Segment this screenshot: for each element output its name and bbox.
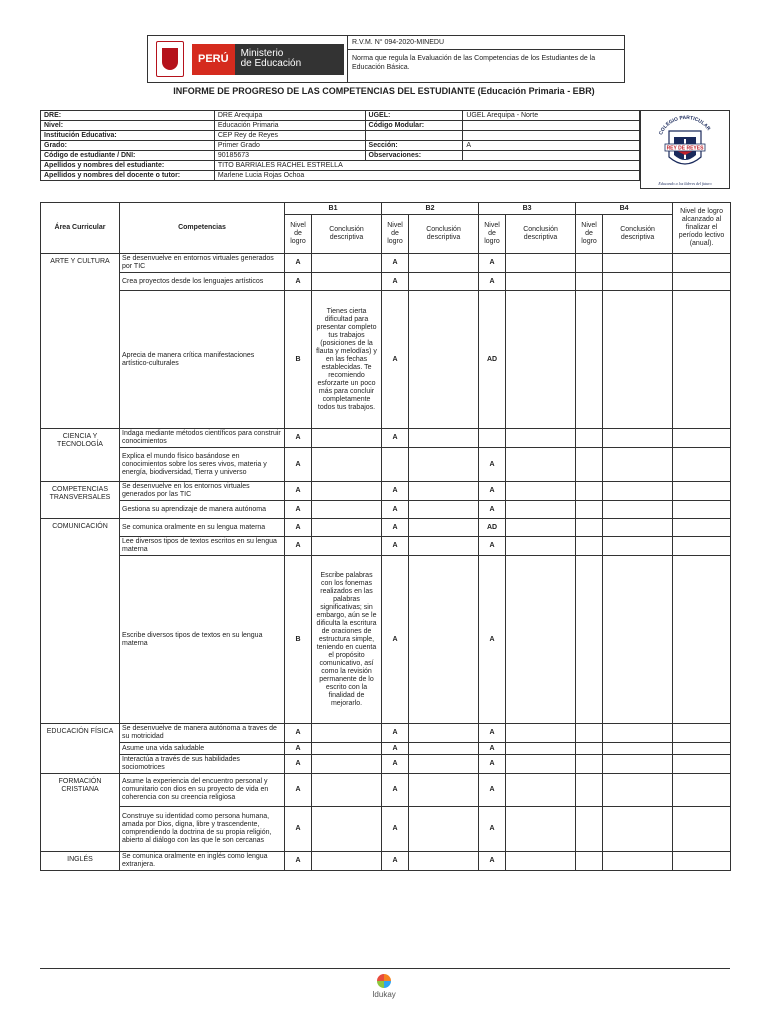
- b3-level-cell: A: [479, 254, 506, 273]
- b1-conclusion-cell: Tienes cierta dificultad para presentar completo tus trabajos (posiciones de la flauta y melodías) y en las fechas establecidas. Te recomiendo esforzarte un poco más para concluir completamente todos tus trabajos.: [312, 291, 382, 429]
- b3-conclusion-cell: [506, 852, 576, 871]
- final-level-cell: [673, 537, 731, 556]
- b3-conclusion-cell: [506, 774, 576, 807]
- seccion-value: A: [463, 141, 640, 151]
- table-row: [41, 448, 731, 482]
- b2-level-cell: A: [382, 724, 409, 743]
- b3-conclusion-cell: [506, 254, 576, 273]
- rvm-text: R.V.M. N° 094-2020-MINEDU: [348, 36, 624, 50]
- school-crest-icon: [641, 111, 729, 188]
- ministry-label: Ministerio de Educación: [235, 44, 344, 75]
- nivel-value: Educación Primaria: [214, 121, 365, 131]
- observaciones-label: Observaciones:: [365, 151, 463, 161]
- b1-level-cell: A: [285, 807, 312, 852]
- b4-conclusion-cell: [603, 807, 673, 852]
- b2-conclusion-cell: [409, 807, 479, 852]
- b3-conclusion-cell: [506, 755, 576, 774]
- b2-level-cell: A: [382, 501, 409, 519]
- competencies-table: [40, 202, 731, 871]
- final-level-cell: [673, 429, 731, 448]
- area-header: Área Curricular: [41, 203, 120, 254]
- b2-level-cell: A: [382, 755, 409, 774]
- b2-level-cell: A: [382, 291, 409, 429]
- b3-conclusion-cell: [506, 482, 576, 501]
- b1-conclusion-cell: [312, 852, 382, 871]
- b1-conclusion-cell: [312, 724, 382, 743]
- b2-level-cell: A: [382, 482, 409, 501]
- b4-conclusion-header: Conclusión descriptiva: [603, 215, 673, 254]
- b1-level-cell: A: [285, 537, 312, 556]
- competency-cell: Interactúa a través de sus habilidades sociomotrices: [120, 755, 285, 774]
- b4-conclusion-cell: [603, 556, 673, 724]
- area-cell: COMPETENCIAS TRANSVERSALES: [41, 482, 120, 519]
- table-row: [41, 807, 731, 852]
- final-level-cell: [673, 448, 731, 482]
- b2-level-cell: A: [382, 743, 409, 755]
- b4-conclusion-cell: [603, 254, 673, 273]
- footer-divider: [40, 968, 730, 969]
- final-level-header: Nivel de logro alcanzado al finalizar el período lectivo (anual).: [673, 203, 731, 254]
- student-info-table: [40, 110, 640, 181]
- b1-conclusion-cell: Escribe palabras con los fonemas realizados en las palabras significativas; sin embargo, aún se le dificulta la escritura de oraciones de estructura simple, teniendo en cuenta el propósito comunicativo, así como la revisión permanente de lo escrito con la finalidad de mejorarlo.: [312, 556, 382, 724]
- competency-cell: Crea proyectos desde los lenguajes artísticos: [120, 273, 285, 291]
- table-row: [41, 519, 731, 537]
- b3-conclusion-cell: [506, 724, 576, 743]
- report-title: INFORME DE PROGRESO DE LAS COMPETENCIAS DEL ESTUDIANTE (Educación Primaria - EBR): [173, 86, 595, 96]
- idukay-icon: [377, 974, 391, 988]
- b2-conclusion-cell: [409, 291, 479, 429]
- b4-level-cell: [576, 429, 603, 448]
- b3-level-cell: AD: [479, 519, 506, 537]
- b2-conclusion-cell: [409, 774, 479, 807]
- b4-conclusion-cell: [603, 429, 673, 448]
- b4-conclusion-cell: [603, 501, 673, 519]
- area-cell: INGLÉS: [41, 852, 120, 871]
- ugel-value: UGEL Arequipa - Norte: [463, 111, 640, 121]
- table-row: [41, 774, 731, 807]
- final-level-cell: [673, 807, 731, 852]
- b2-level-cell: A: [382, 807, 409, 852]
- b4-header: B4: [576, 203, 673, 215]
- b4-level-cell: [576, 501, 603, 519]
- b1-level-cell: A: [285, 482, 312, 501]
- b1-level-cell: A: [285, 519, 312, 537]
- b1-conclusion-cell: [312, 482, 382, 501]
- table-row: [41, 291, 731, 429]
- table-row: [41, 429, 731, 448]
- b3-level-cell: A: [479, 273, 506, 291]
- ugel-label: UGEL:: [365, 111, 463, 121]
- b2-conclusion-cell: [409, 537, 479, 556]
- school-logo: [640, 110, 730, 189]
- b3-conclusion-cell: [506, 556, 576, 724]
- grado-value: Primer Grado: [214, 141, 365, 151]
- b2-conclusion-cell: [409, 556, 479, 724]
- b2-header: B2: [382, 203, 479, 215]
- b3-level-cell: A: [479, 501, 506, 519]
- competency-cell: Lee diversos tipos de textos escritos en su lengua materna: [120, 537, 285, 556]
- b3-conclusion-cell: [506, 448, 576, 482]
- b4-conclusion-cell: [603, 755, 673, 774]
- competencias-header: Competencias: [120, 203, 285, 254]
- b4-conclusion-cell: [603, 743, 673, 755]
- school-banner-text: REY DE REYES: [666, 145, 704, 152]
- b3-conclusion-cell: [506, 429, 576, 448]
- minedu-logo: [148, 36, 348, 82]
- table-row: [41, 755, 731, 774]
- b1-level-cell: A: [285, 724, 312, 743]
- b1-conclusion-cell: [312, 519, 382, 537]
- idukay-brand: Idukay: [372, 990, 396, 999]
- dre-value: DRE Arequipa: [214, 111, 365, 121]
- b3-level-cell: A: [479, 743, 506, 755]
- codigo-modular-value: [463, 121, 640, 131]
- peru-coat-of-arms-icon: [156, 41, 184, 77]
- b4-level-cell: [576, 273, 603, 291]
- b2-level-cell: A: [382, 273, 409, 291]
- b1-level-cell: A: [285, 501, 312, 519]
- b3-level-cell: A: [479, 755, 506, 774]
- b2-level-cell: A: [382, 556, 409, 724]
- b4-level-cell: [576, 755, 603, 774]
- b2-conclusion-cell: [409, 724, 479, 743]
- b2-level-cell: A: [382, 254, 409, 273]
- b3-level-cell: A: [479, 482, 506, 501]
- b2-conclusion-cell: [409, 852, 479, 871]
- b1-level-cell: A: [285, 429, 312, 448]
- b3-conclusion-cell: [506, 743, 576, 755]
- b4-level-cell: [576, 774, 603, 807]
- docente-label: Apellidos y nombres del docente o tutor:: [41, 171, 215, 181]
- area-cell: ARTE Y CULTURA: [41, 254, 120, 429]
- table-row: [41, 556, 731, 724]
- b4-level-cell: [576, 807, 603, 852]
- b1-conclusion-cell: [312, 774, 382, 807]
- b1-level-cell: B: [285, 556, 312, 724]
- competency-cell: Se comunica oralmente en inglés como lengua extranjera.: [120, 852, 285, 871]
- b3-level-cell: AD: [479, 291, 506, 429]
- docente-value: Marlene Lucia Rojas Ochoa: [214, 171, 639, 181]
- b2-conclusion-cell: [409, 254, 479, 273]
- b4-conclusion-cell: [603, 482, 673, 501]
- final-level-cell: [673, 755, 731, 774]
- estudiante-label: Apellidos y nombres del estudiante:: [41, 161, 215, 171]
- competency-cell: Indaga mediante métodos científicos para construir conocimientos: [120, 429, 285, 448]
- competency-cell: Gestiona su aprendizaje de manera autónoma: [120, 501, 285, 519]
- b2-level-cell: A: [382, 519, 409, 537]
- institucion-value: CEP Rey de Reyes: [214, 131, 365, 141]
- codigo-estudiante-value: 90185673: [214, 151, 365, 161]
- competency-cell: Construye su identidad como persona humana, amada por Dios, digna, libre y trascendente, comprendiendo la doctrina de su propia religión, abierto al diálogo con las que le son cercanas: [120, 807, 285, 852]
- competency-cell: Se desenvuelve en entornos virtuales generados por TIC: [120, 254, 285, 273]
- competency-cell: Se desenvuelve de manera autónoma a traves de su motricidad: [120, 724, 285, 743]
- final-level-cell: [673, 556, 731, 724]
- competency-cell: Asume una vida saludable: [120, 743, 285, 755]
- table-row: [41, 254, 731, 273]
- b4-conclusion-cell: [603, 291, 673, 429]
- competency-cell: Se comunica oralmente en su lengua materna: [120, 519, 285, 537]
- b2-nivel-header: Nivel de logro: [382, 215, 409, 254]
- b2-level-cell: A: [382, 852, 409, 871]
- competency-cell: Aprecia de manera crítica manifestaciones artístico-culturales: [120, 291, 285, 429]
- b3-level-cell: A: [479, 556, 506, 724]
- institucion-label: Institución Educativa:: [41, 131, 215, 141]
- b1-conclusion-cell: [312, 429, 382, 448]
- final-level-cell: [673, 254, 731, 273]
- dre-label: DRE:: [41, 111, 215, 121]
- area-cell: FORMACIÓN CRISTIANA: [41, 774, 120, 852]
- b4-level-cell: [576, 556, 603, 724]
- school-arc-text: COLEGIO PARTICULAR: [658, 114, 712, 136]
- table-row: [41, 743, 731, 755]
- b4-conclusion-cell: [603, 448, 673, 482]
- b3-level-cell: [479, 429, 506, 448]
- b4-level-cell: [576, 448, 603, 482]
- b1-level-cell: A: [285, 254, 312, 273]
- norma-text: Norma que regula la Evaluación de las Competencias de los Estudiantes de la Educación Básica.: [352, 55, 596, 71]
- competency-cell: Se desenvuelve en los entornos virtuales generados por las TIC: [120, 482, 285, 501]
- b4-level-cell: [576, 482, 603, 501]
- b2-level-cell: A: [382, 429, 409, 448]
- header-box: [147, 35, 625, 83]
- b4-level-cell: [576, 743, 603, 755]
- b4-level-cell: [576, 291, 603, 429]
- final-level-cell: [673, 724, 731, 743]
- b1-conclusion-cell: [312, 501, 382, 519]
- b1-level-cell: A: [285, 852, 312, 871]
- b4-conclusion-cell: [603, 537, 673, 556]
- b4-level-cell: [576, 724, 603, 743]
- b1-conclusion-cell: [312, 537, 382, 556]
- b4-conclusion-cell: [603, 774, 673, 807]
- final-level-cell: [673, 501, 731, 519]
- b4-level-cell: [576, 852, 603, 871]
- b1-level-cell: B: [285, 291, 312, 429]
- area-cell: CIENCIA Y TECNOLOGÍA: [41, 429, 120, 482]
- nivel-label: Nivel:: [41, 121, 215, 131]
- b2-level-cell: A: [382, 774, 409, 807]
- school-motto-text: Educando a los líderes del futuro: [658, 181, 712, 186]
- table-row: [41, 273, 731, 291]
- b3-conclusion-cell: [506, 807, 576, 852]
- b2-conclusion-cell: [409, 448, 479, 482]
- b2-conclusion-cell: [409, 519, 479, 537]
- b3-conclusion-cell: [506, 273, 576, 291]
- final-level-cell: [673, 482, 731, 501]
- b1-conclusion-cell: [312, 254, 382, 273]
- b1-nivel-header: Nivel de logro: [285, 215, 312, 254]
- b3-level-cell: A: [479, 807, 506, 852]
- b4-level-cell: [576, 519, 603, 537]
- final-level-cell: [673, 273, 731, 291]
- table-row: [41, 724, 731, 743]
- estudiante-value: TITO BARRIALES RACHEL ESTRELLA: [214, 161, 639, 171]
- b1-level-cell: A: [285, 774, 312, 807]
- b4-nivel-header: Nivel de logro: [576, 215, 603, 254]
- b4-conclusion-cell: [603, 273, 673, 291]
- final-level-cell: [673, 852, 731, 871]
- b4-level-cell: [576, 537, 603, 556]
- final-level-cell: [673, 291, 731, 429]
- b3-header: B3: [479, 203, 576, 215]
- b1-level-cell: A: [285, 743, 312, 755]
- b3-nivel-header: Nivel de logro: [479, 215, 506, 254]
- final-level-cell: [673, 774, 731, 807]
- competency-cell: Escribe diversos tipos de textos en su lengua materna: [120, 556, 285, 724]
- final-level-cell: [673, 743, 731, 755]
- b3-conclusion-header: Conclusión descriptiva: [506, 215, 576, 254]
- competency-cell: Explica el mundo físico basándose en conocimientos sobre los seres vivos, materia y energía, biodiversidad, Tierra y universo: [120, 448, 285, 482]
- area-cell: EDUCACIÓN FÍSICA: [41, 724, 120, 774]
- b2-level-cell: A: [382, 537, 409, 556]
- b1-level-cell: A: [285, 448, 312, 482]
- table-row: [41, 501, 731, 519]
- observaciones-value: [463, 151, 640, 161]
- b3-level-cell: A: [479, 852, 506, 871]
- seccion-label: Sección:: [365, 141, 463, 151]
- b1-conclusion-cell: [312, 448, 382, 482]
- b1-conclusion-cell: [312, 273, 382, 291]
- b3-conclusion-cell: [506, 291, 576, 429]
- b2-conclusion-cell: [409, 482, 479, 501]
- table-row: [41, 482, 731, 501]
- b1-conclusion-cell: [312, 807, 382, 852]
- b2-conclusion-cell: [409, 273, 479, 291]
- b2-conclusion-cell: [409, 501, 479, 519]
- b2-conclusion-cell: [409, 755, 479, 774]
- b2-conclusion-cell: [409, 429, 479, 448]
- b1-conclusion-cell: [312, 755, 382, 774]
- b4-conclusion-cell: [603, 724, 673, 743]
- b3-level-cell: A: [479, 537, 506, 556]
- b4-level-cell: [576, 254, 603, 273]
- grado-label: Grado:: [41, 141, 215, 151]
- b1-conclusion-cell: [312, 743, 382, 755]
- area-cell: COMUNICACIÓN: [41, 519, 120, 724]
- codigo-estudiante-label: Código de estudiante / DNI:: [41, 151, 215, 161]
- peru-label: PERÚ: [192, 44, 235, 75]
- final-level-cell: [673, 519, 731, 537]
- competencies-body: [41, 254, 731, 871]
- b3-level-cell: A: [479, 724, 506, 743]
- idukay-logo: [354, 974, 414, 999]
- b3-conclusion-cell: [506, 519, 576, 537]
- b1-level-cell: A: [285, 755, 312, 774]
- b3-level-cell: A: [479, 448, 506, 482]
- table-row: [41, 537, 731, 556]
- b3-conclusion-cell: [506, 537, 576, 556]
- table-row: [41, 852, 731, 871]
- competency-cell: Asume la experiencia del encuentro personal y comunitario con dios en su proyecto de vida en coherencia con su creencia religiosa: [120, 774, 285, 807]
- b1-level-cell: A: [285, 273, 312, 291]
- b1-conclusion-header: Conclusión descriptiva: [312, 215, 382, 254]
- b3-conclusion-cell: [506, 501, 576, 519]
- b2-conclusion-header: Conclusión descriptiva: [409, 215, 479, 254]
- b2-conclusion-cell: [409, 743, 479, 755]
- b4-conclusion-cell: [603, 519, 673, 537]
- b1-header: B1: [285, 203, 382, 215]
- b3-level-cell: A: [479, 774, 506, 807]
- b2-level-cell: [382, 448, 409, 482]
- codigo-modular-label: Código Modular:: [365, 121, 463, 131]
- b4-conclusion-cell: [603, 852, 673, 871]
